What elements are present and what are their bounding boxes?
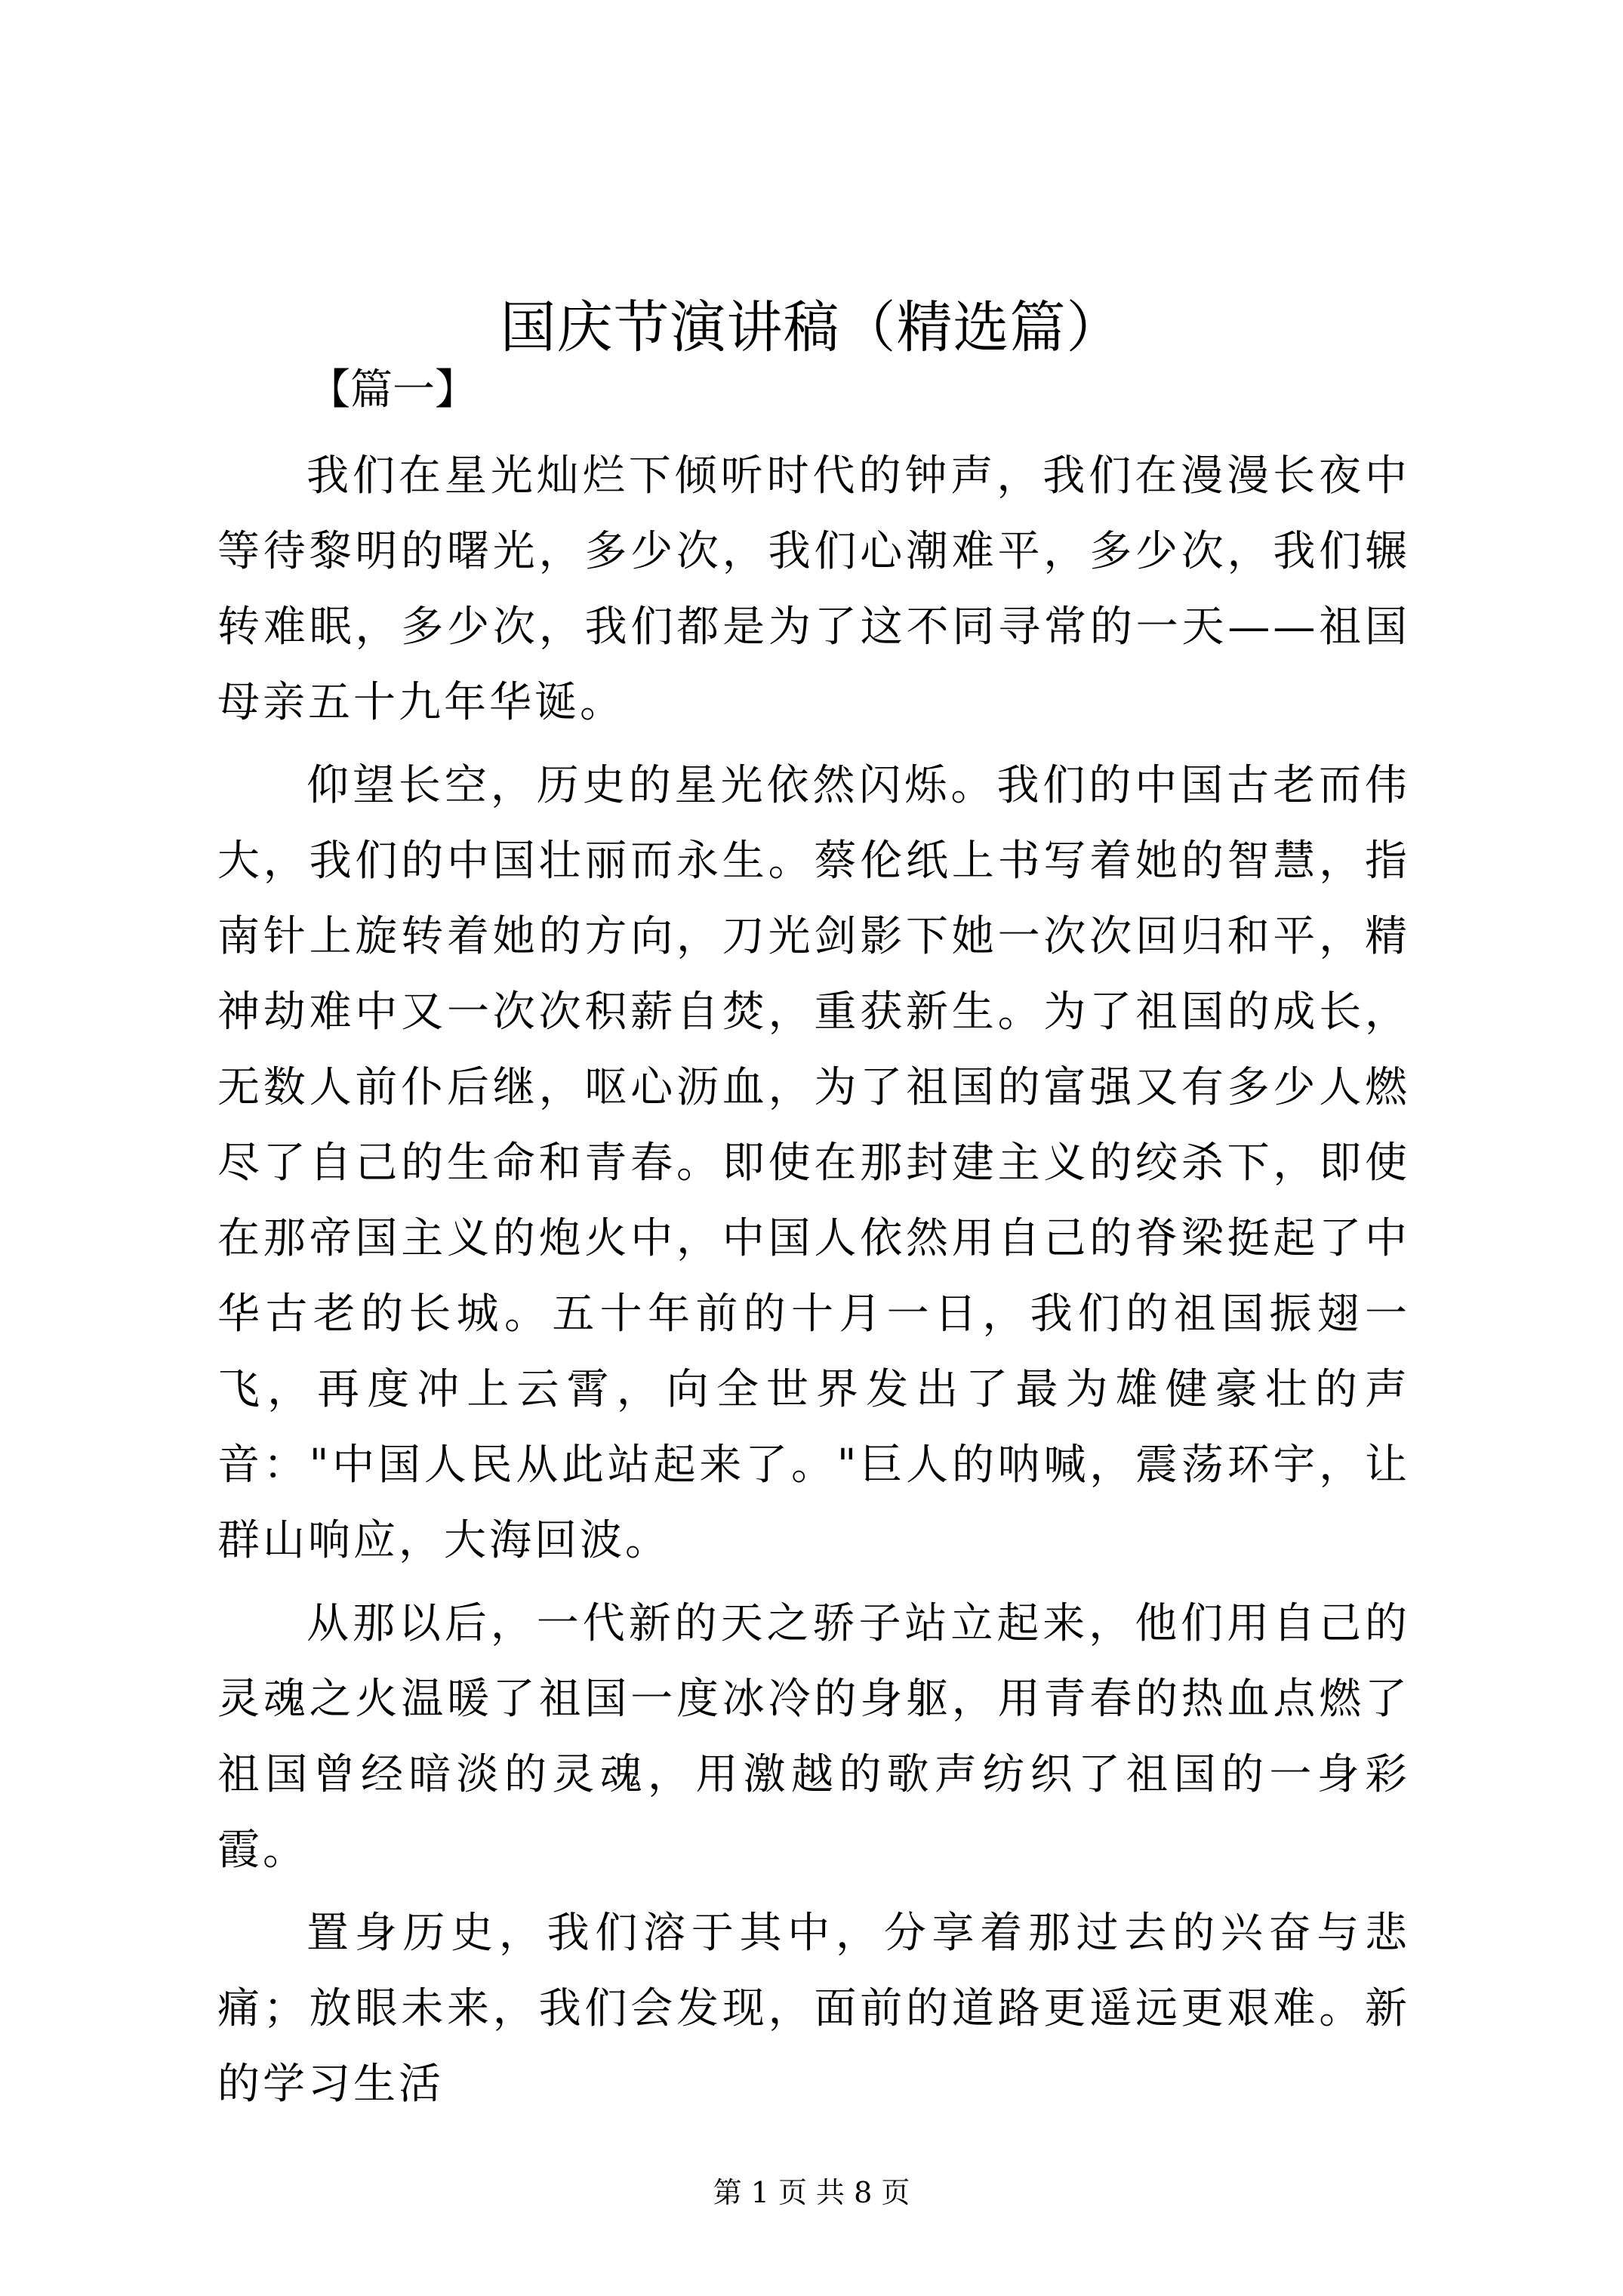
section-heading: 【篇一】 bbox=[308, 365, 477, 415]
paragraph: 我们在星光灿烂下倾听时代的钟声，我们在漫漫长夜中等待黎明的曙光，多少次，我们心潮难平，多少次，我们辗转难眠，多少次，我们都是为了这不同寻常的一天——祖国母亲五十九年华诞。 bbox=[217, 451, 1410, 727]
paragraph: 从那以后，一代新的天之骄子站立起来，他们用自己的灵魂之火温暖了祖国一度冰冷的身躯，用青春的热血点燃了祖国曾经暗淡的灵魂，用激越的歌声纺织了祖国的一身彩霞。 bbox=[217, 1599, 1410, 1875]
paragraph: 置身历史，我们溶于其中，分享着那过去的兴奋与悲痛；放眼未来，我们会发现，面前的道路更遥远更艰难。新的学习生活 bbox=[217, 1909, 1410, 2109]
document-body bbox=[217, 353, 1410, 2122]
paragraph: 仰望长空，历史的星光依然闪烁。我们的中国古老而伟大，我们的中国壮丽而永生。蔡伦纸上书写着她的智慧，指南针上旋转着她的方向，刀光剑影下她一次次回归和平，精神劫难中又一次次积薪自焚，重获新生。为了祖国的成长，无数人前仆后继，呕心沥血，为了祖国的富强又有多少人燃尽了自己的生命和青春。即使在那封建主义的绞杀下，即使在那帝国主义的炮火中，中国人依然用自己的脊梁挺起了中华古老的长城。五十年前的十月一日，我们的祖国振翅一飞，再度冲上云霄，向全世界发出了最为雄健豪壮的声音："中国人民从此站起来了。"巨人的呐喊，震荡环宇，让群山响应，大海回波。 bbox=[217, 761, 1410, 1565]
page-number-footer: 第 1 页 共 8 页 bbox=[713, 2176, 910, 2209]
document-title: 国庆节演讲稿（精选篇） bbox=[500, 295, 1123, 360]
